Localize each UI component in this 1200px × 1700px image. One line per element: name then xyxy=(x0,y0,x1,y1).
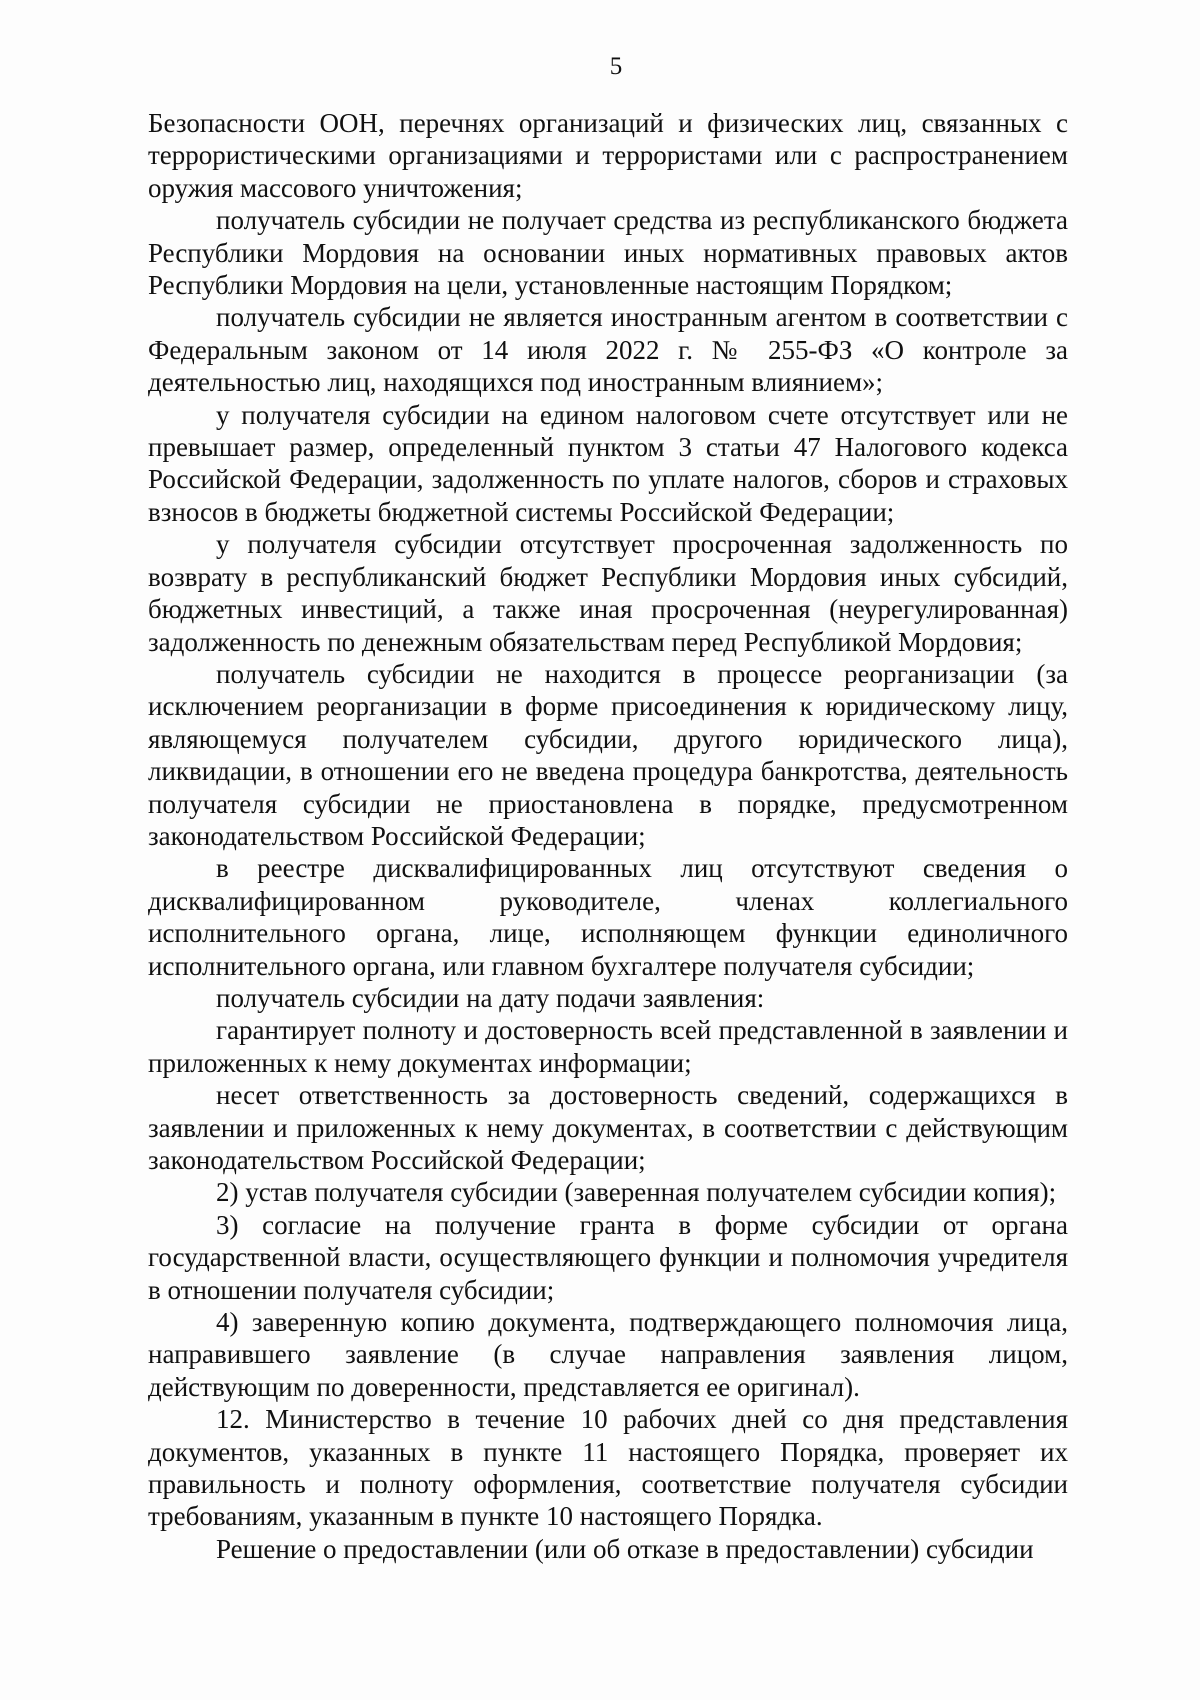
paragraph-tax-debt: у получателя субсидии на едином налоговом счете отсутствует или не превышает размер, определенный пунктом 3 статьи 47 Налогового кодекса Российской Федерации, задолженность по уплате налогов, сборов и страховых взносов в бюджеты бюджетной системы Российской Федерации; xyxy=(148,399,1068,527)
paragraph-guarantees-completeness: гарантирует полноту и достоверность всей представленной в заявлении и приложенных к нему документах информации; xyxy=(148,1015,1068,1078)
paragraph-item-4-power-of-attorney: 4) заверенную копию документа, подтверждающего полномочия лица, направившего заявление (в случае направления заявления лицом, действующим по доверенности, представляется ее оригинал). xyxy=(148,1307,1068,1402)
paragraph-item-2-charter: 2) устав получателя субсидии (заверенная получателем субсидии копия); xyxy=(216,1177,1057,1208)
paragraph-application-date: получатель субсидии на дату подачи заявления: xyxy=(216,982,765,1013)
paragraph-reorganization: получатель субсидии не находится в процессе реорганизации (за исключением реорганизации в форме присоединения к юридическому лицу, являющемуся получателем субсидии, другого юридического лица), ликвидации, в отношении его не введена процедура банкротства, деятельность получателя субсидии не приостановлена в порядке, предусмотренном законодательством Российской Федерации; xyxy=(148,658,1068,851)
paragraph-section-12: 12. Министерство в течение 10 рабочих дней со дня представления документов, указанных в пункте 11 настоящего Порядка, проверяет их правильность и полноту оформления, соответствие получателя субсидии требованиям, указанным в пункте 10 настоящего Порядка. xyxy=(148,1404,1068,1532)
paragraph-not-foreign-agent: получатель субсидии не является иностранным агентом в соответствии с Федеральным законом от 14 июля 2022 г. № 255-ФЗ «О контроле за деятельностью лиц, находящихся под иностранным влиянием»; xyxy=(148,302,1068,398)
paragraph-disqualified-registry: в реестре дисквалифицированных лиц отсутствуют сведения о дисквалифицированном руководителе, членах коллегиального исполнительного органа, лице, исполняющем функции единоличного исполнительного органа, или главном бухгалтере получателя субсидии; xyxy=(148,853,1068,981)
page-number: 5 xyxy=(609,53,623,80)
paragraph-overdue-debt: у получателя субсидии отсутствует просроченная задолженность по возврату в республиканский бюджет Республики Мордовия иных субсидий, бюджетных инвестиций, а также иная просроченная (неурегулированная) задолженность по денежным обязательствам перед Республикой Мордовия; xyxy=(148,529,1068,657)
document-body xyxy=(148,107,1068,1565)
paragraph-no-budget-funds: получатель субсидии не получает средства из республиканского бюджета Республики Мордовия на основании иных нормативных правовых актов Республики Мордовия на цели, установленные настоящим Порядком; xyxy=(148,205,1068,301)
paragraph-item-3-consent: 3) согласие на получение гранта в форме субсидии от органа государственной власти, осуществляющего функции и полномочия учредителя в отношении получателя субсидии; xyxy=(148,1209,1068,1305)
paragraph-decision: Решение о предоставлении (или об отказе в предоставлении) субсидии xyxy=(216,1533,1034,1564)
paragraph-continuation: Безопасности ООН, перечнях организаций и физических лиц, связанных с террористическими организациями и террористами или с распространением оружия массового уничтожения; xyxy=(148,108,1068,203)
paragraph-responsibility: несет ответственность за достоверность сведений, содержащихся в заявлении и приложенных к нему документах, в соответствии с действующим законодательством Российской Федерации; xyxy=(148,1080,1068,1175)
